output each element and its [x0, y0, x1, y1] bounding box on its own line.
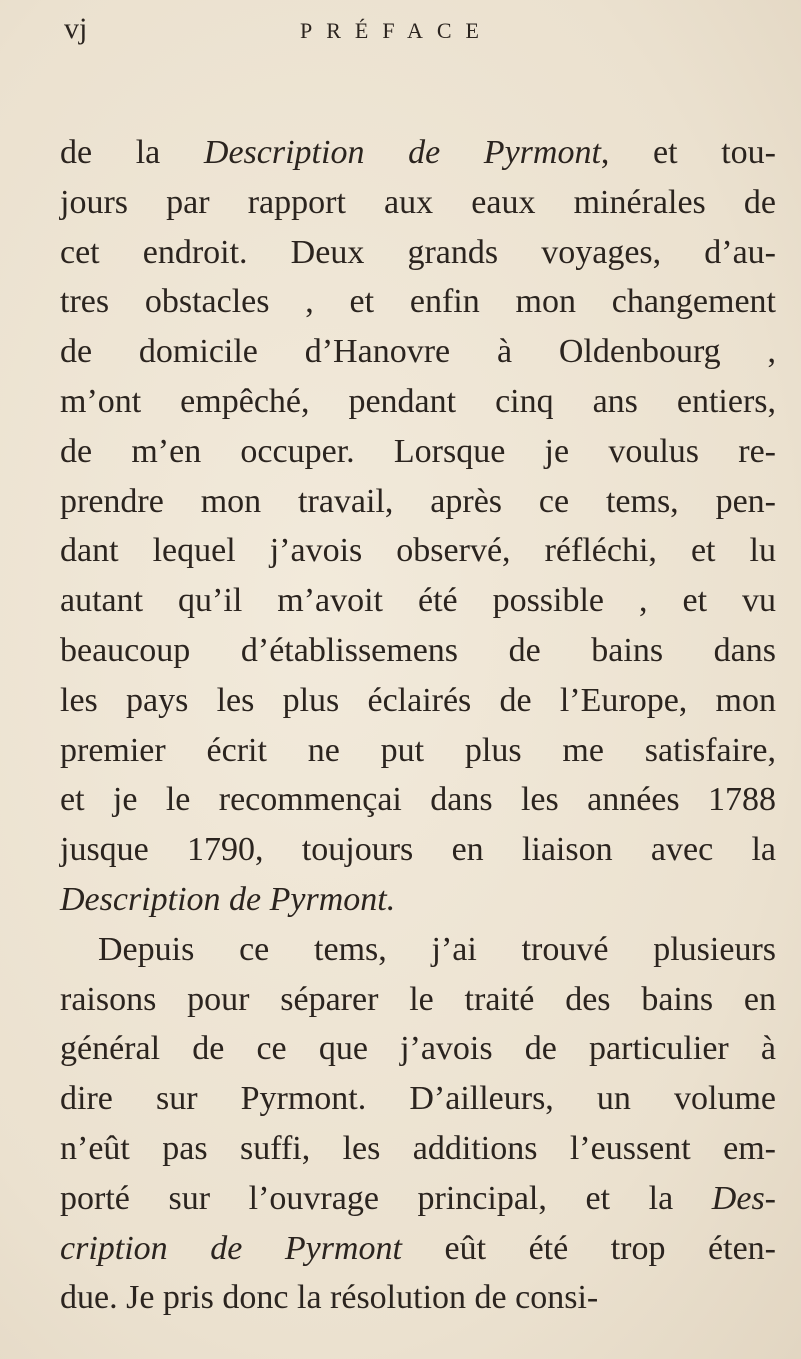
- page-number: vj: [64, 12, 88, 45]
- text-segment: général de ce que j’avois de particulier à: [60, 1030, 776, 1068]
- text-segment: raisons pour séparer le traité des bains en: [60, 980, 776, 1018]
- text-line: [60, 526, 776, 576]
- italic-title-text: Description de Pyrmont.: [60, 880, 396, 918]
- text-segment: jours par rapport aux eaux minérales de: [60, 183, 776, 221]
- text-segment: prendre mon travail, après ce tems, pen-: [60, 482, 776, 520]
- text-line: [60, 1124, 776, 1174]
- text-line: [60, 875, 776, 925]
- text-line: [60, 178, 776, 228]
- page-header: [0, 12, 801, 52]
- text-line: [60, 1074, 776, 1124]
- text-line: [60, 277, 776, 327]
- text-segment: m’ont empêché, pendant cinq ans entiers,: [60, 382, 776, 420]
- text-line: [60, 775, 776, 825]
- text-line: [60, 975, 776, 1025]
- text-segment: dant lequel j’avois observé, réfléchi, et lu: [60, 532, 776, 570]
- text-segment: due. Je pris donc la résolution de consi-: [60, 1279, 599, 1317]
- text-segment: , et tou-: [600, 134, 776, 171]
- text-line: [60, 477, 776, 527]
- text-segment: cet endroit. Deux grands voyages, d’au-: [60, 233, 776, 271]
- body-text: [60, 128, 776, 1323]
- text-segment: n’eût pas suffi, les additions l’eussent em-: [60, 1129, 776, 1167]
- text-segment: de domicile d’Hanovre à Oldenbourg ,: [60, 333, 776, 371]
- text-segment: premier écrit ne put plus me satisfaire,: [60, 731, 776, 769]
- text-segment: de m’en occuper. Lorsque je voulus re-: [60, 432, 776, 470]
- text-line: [60, 825, 776, 875]
- text-segment: de la: [60, 134, 204, 171]
- text-segment: et je le recommençai dans les années 1788: [60, 781, 776, 819]
- text-line: [60, 377, 776, 427]
- text-line: [60, 726, 776, 776]
- text-segment: eût été trop éten-: [401, 1229, 776, 1267]
- text-segment: autant qu’il m’avoit été possible , et vu: [60, 582, 776, 620]
- text-line: [60, 327, 776, 377]
- text-line: [60, 1024, 776, 1074]
- text-line: [60, 1273, 776, 1323]
- text-segment: porté sur l’ouvrage principal, et la: [60, 1179, 712, 1217]
- text-line: [60, 676, 776, 726]
- text-line: [60, 1174, 776, 1224]
- text-segment: dire sur Pyrmont. D’ailleurs, un volume: [60, 1080, 776, 1118]
- text-segment: beaucoup d’établissemens de bains dans: [60, 631, 776, 669]
- text-segment: Depuis ce tems, j’ai trouvé plusieurs: [98, 930, 776, 968]
- text-segment: tres obstacles , et enfin mon changement: [60, 283, 776, 321]
- text-line: [60, 576, 776, 626]
- text-segment: jusque 1790, toujours en liaison avec la: [60, 831, 776, 869]
- text-segment: les pays les plus éclairés de l’Europe, mon: [60, 681, 776, 719]
- text-line: [60, 925, 776, 975]
- italic-title-text: Description de Pyrmont: [203, 134, 601, 171]
- text-line: [60, 228, 776, 278]
- italic-title-text: Des-: [711, 1179, 776, 1217]
- italic-title-text: cription de Pyrmont: [60, 1229, 402, 1267]
- running-head: PRÉFACE: [300, 18, 493, 43]
- text-line: [60, 128, 776, 178]
- text-line: [60, 1224, 776, 1274]
- text-line: [60, 427, 776, 477]
- text-line: [60, 626, 776, 676]
